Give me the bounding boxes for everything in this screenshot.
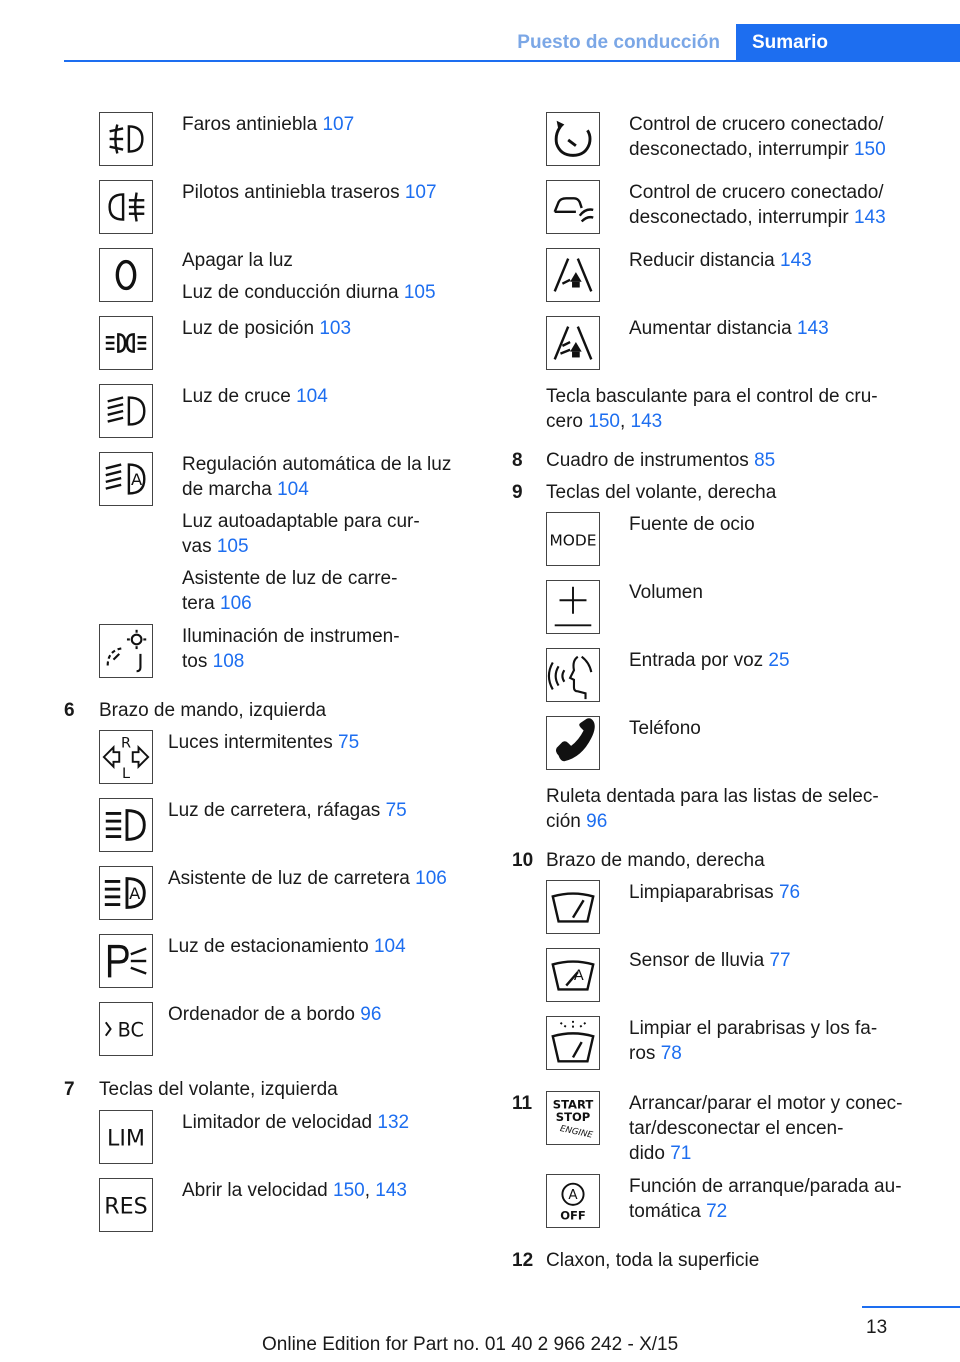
page-ref[interactable]: 132 [377, 1112, 410, 1133]
item-entertainment-source: Fuente de ocio [629, 514, 755, 535]
page-ref[interactable]: 106 [415, 868, 447, 889]
item-phone: Teléfono [629, 718, 701, 739]
page-ref[interactable]: 150 [588, 411, 620, 432]
svg-text:LIM: LIM [107, 1125, 145, 1152]
item-light-off: Apagar la luz [182, 250, 293, 271]
section-title: Cuadro de instrumentos 85 [546, 450, 776, 471]
high-beam-assist-icon [99, 866, 153, 920]
page-ref[interactable]: 150 [853, 139, 886, 160]
footer-edition: Online Edition for Part no. 01 40 2 966 242 - X/15 [262, 1334, 679, 1355]
lim-button-icon [99, 1110, 153, 1164]
item-low-beam: Luz de cruce 104 [182, 386, 328, 407]
page-ref[interactable]: 72 [706, 1201, 728, 1222]
item-auto-start-stop: Función de arranque/parada au- tomática 72 [629, 1176, 902, 1222]
page-ref[interactable]: 85 [754, 450, 776, 471]
item-rear-fog: Pilotos antiniebla traseros 107 [182, 182, 437, 203]
section-number: 10 [512, 850, 534, 871]
item-high-beam-assist: Asistente de luz de carre- tera 106 [182, 568, 398, 614]
svg-text:OFF: OFF [560, 1208, 586, 1223]
page-ref[interactable]: 107 [322, 114, 355, 135]
item-instrument-lighting: Iluminación de instrumen- tos 108 [182, 626, 400, 672]
page-ref[interactable]: 150 [333, 1180, 365, 1201]
phone-icon [546, 716, 600, 770]
section-number: 6 [64, 700, 75, 721]
page-ref[interactable]: 105 [216, 536, 249, 557]
page-ref[interactable]: 104 [277, 479, 309, 500]
start-stop-button-icon [546, 1091, 600, 1145]
item-volume: Volumen [629, 582, 703, 603]
page-ref[interactable]: 143 [853, 207, 886, 228]
item-increase-distance: Aumentar distancia 143 [629, 318, 829, 339]
section-title: Claxon, toda la superficie [546, 1250, 760, 1271]
item-high-beam-assist-2: Asistente de luz de carretera 106 [168, 868, 447, 889]
page-ref[interactable]: 96 [586, 811, 608, 832]
svg-text:L: L [121, 766, 131, 783]
svg-text:BC: BC [117, 1018, 144, 1042]
svg-text:A: A [573, 967, 584, 984]
item-wipers: Limpiaparabrisas 76 [629, 882, 801, 903]
res-button-icon [99, 1178, 153, 1232]
item-daytime-light: Luz de conducción diurna 105 [182, 282, 436, 303]
section-number: 7 [64, 1079, 75, 1100]
wiper-icon [546, 880, 600, 934]
section-title: Brazo de mando, izquierda [99, 700, 327, 721]
section-title: Teclas del volante, izquierda [99, 1079, 338, 1100]
cruise-control-icon [546, 112, 600, 166]
svg-text:A: A [568, 1187, 578, 1204]
section-number: 9 [512, 482, 523, 503]
item-cruise-control: Control de crucero conectado/ desconectado, interrumpir 150 [629, 114, 886, 160]
item-adaptive-light: Luz autoadaptable para cur- vas 105 [182, 511, 420, 557]
svg-text:R: R [120, 735, 132, 752]
section-number: 11 [512, 1093, 533, 1114]
item-rocker-switch: Tecla basculante para el control de cru- cero 150, 143 [546, 386, 878, 432]
washer-icon [546, 1016, 600, 1070]
rain-sensor-icon [546, 948, 600, 1002]
board-computer-icon [99, 1002, 153, 1056]
page-ref[interactable]: 105 [403, 282, 436, 303]
section-title: Teclas del volante, derecha [546, 482, 777, 503]
page-ref[interactable]: 96 [360, 1004, 382, 1025]
svg-text:RES: RES [104, 1193, 148, 1220]
page-ref[interactable]: 143 [780, 250, 812, 271]
item-washer: Limpiar el parabrisas y los fa- ros 78 [629, 1018, 878, 1064]
page-ref[interactable]: 104 [296, 386, 328, 407]
item-auto-headlight: Regulación automática de la luz de marcha 104 [182, 454, 452, 500]
parking-light-p-icon [99, 934, 153, 988]
item-turn-signal: Luces intermitentes 75 [168, 732, 360, 753]
page-number: 13 [866, 1317, 888, 1338]
header-rule [64, 60, 736, 62]
active-cruise-icon [546, 180, 600, 234]
item-thumbwheel: Ruleta dentada para las listas de selec- ción 96 [546, 786, 879, 832]
page-ref[interactable]: 103 [319, 318, 352, 339]
item-resume-speed: Abrir la velocidad 150, 143 [182, 1180, 407, 1201]
auto-start-stop-icon [546, 1174, 600, 1228]
item-rain-sensor: Sensor de lluvia 77 [629, 950, 791, 971]
increase-distance-icon [546, 316, 600, 370]
item-speed-limiter: Limitador de velocidad 132 [182, 1112, 410, 1133]
section-number: 8 [512, 450, 523, 471]
mode-button-icon [546, 512, 600, 566]
svg-text:ENGINE: ENGINE [559, 1124, 594, 1141]
item-voice-input: Entrada por voz 25 [629, 650, 790, 671]
section-number: 12 [512, 1250, 534, 1271]
page-ref[interactable]: 77 [769, 950, 791, 971]
page-ref[interactable]: 76 [778, 882, 801, 903]
item-active-cruise: Control de crucero conectado/ desconectado, interrumpir 143 [629, 182, 886, 228]
item-front-fog: Faros antiniebla 107 [182, 114, 355, 135]
item-parking-light: Luz de estacionamiento 104 [168, 936, 406, 957]
footer-rule [862, 1306, 960, 1308]
page-header [0, 24, 960, 62]
turn-signal-icon [99, 730, 153, 784]
svg-text:MODE: MODE [549, 531, 597, 550]
instrument-lighting-icon [99, 624, 153, 678]
low-beam-icon [99, 384, 153, 438]
svg-text:STOP: STOP [555, 1109, 591, 1124]
item-start-stop-engine: Arrancar/parar el motor y conec- tar/desconectar el encen- dido 71 [629, 1093, 903, 1164]
page-ref[interactable]: 143 [375, 1180, 407, 1201]
page-ref[interactable]: 104 [373, 936, 406, 957]
tab-sumario[interactable]: Sumario [736, 24, 960, 62]
page-ref[interactable]: 71 [670, 1143, 692, 1164]
svg-text:START: START [552, 1097, 594, 1112]
volume-icon [546, 580, 600, 634]
light-off-icon [99, 248, 153, 302]
rear-fog-light-icon [99, 180, 153, 234]
page-ref[interactable]: 143 [796, 318, 829, 339]
item-reduce-distance: Reducir distancia 143 [629, 250, 812, 271]
high-beam-icon [99, 798, 153, 852]
item-high-beam: Luz de carretera, ráfagas 75 [168, 800, 407, 821]
voice-input-icon [546, 648, 600, 702]
section-title: Brazo de mando, derecha [546, 850, 765, 871]
page-ref[interactable]: 78 [660, 1043, 682, 1064]
auto-headlight-icon [99, 452, 153, 506]
section-title: Puesto de conducción [517, 32, 720, 53]
page-ref[interactable]: 107 [404, 182, 437, 203]
reduce-distance-icon [546, 248, 600, 302]
item-position-light: Luz de posición 103 [182, 318, 352, 339]
parking-light-icon [99, 316, 153, 370]
item-board-computer: Ordenador de a bordo 96 [168, 1004, 382, 1025]
page-ref[interactable]: 25 [768, 650, 790, 671]
page-ref[interactable]: 108 [212, 651, 245, 672]
svg-text:A: A [130, 469, 143, 489]
front-fog-light-icon [99, 112, 153, 166]
page-ref[interactable]: 143 [630, 411, 663, 432]
page-ref[interactable]: 75 [338, 732, 360, 753]
page-ref[interactable]: 75 [385, 800, 407, 821]
svg-text:A: A [129, 883, 141, 903]
page-ref[interactable]: 106 [220, 593, 252, 614]
